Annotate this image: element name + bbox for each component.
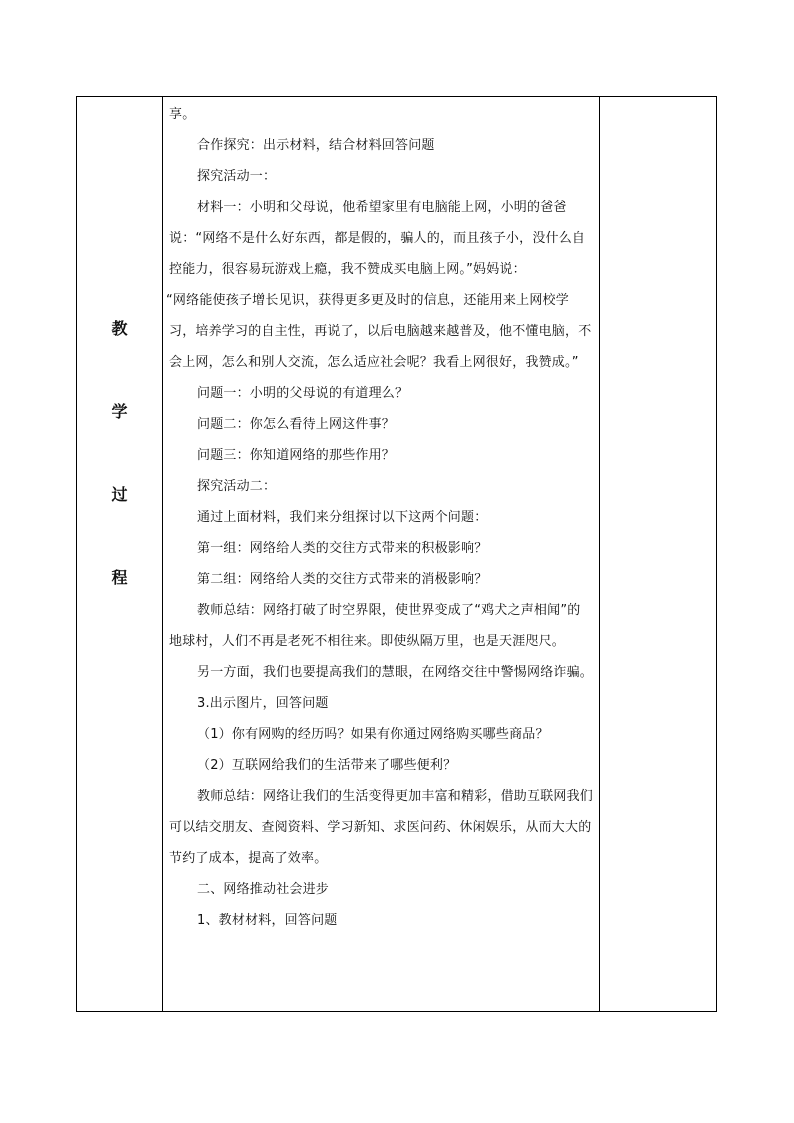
- paragraph: 3.出示图片，回答问题: [197, 696, 329, 711]
- paragraph: 教师总结：网络打破了时空界限，使世界变成了“鸡犬之声相闻”的地球村，人们不再是老死不相往来。即使纵隔万里，也是天涯咫尺。: [169, 603, 581, 649]
- paragraph: 探究活动二：: [197, 479, 277, 494]
- lesson-plan-table: [76, 96, 717, 1012]
- section-label-char: 教: [111, 319, 128, 338]
- paragraph: （2）互联网给我们的生活带来了哪些便利？: [197, 758, 457, 773]
- teaching-process-content: [166, 99, 594, 936]
- paragraph: 第一组：网络给人类的交往方式带来的积极影响？: [197, 541, 488, 556]
- column-divider-left: [162, 97, 163, 1011]
- column-divider-right: [599, 97, 600, 1011]
- paragraph: 问题一：小明的父母说的有道理么？: [197, 386, 409, 401]
- paragraph: 问题三：你知道网络的那些作用？: [197, 448, 396, 463]
- paragraph: “网络能使孩子增长见识，获得更多更及时的信息，还能用来上网校学习，培养学习的自主性，再说了，以后电脑越来越普及，他不懂电脑，不会上网，怎么和别人交流，怎么适应社会呢？我看上网很好，我赞成。”: [166, 293, 592, 370]
- paragraph: 通过上面材料，我们来分组探讨以下这两个问题：: [197, 510, 488, 525]
- section-label-char: 学: [111, 402, 128, 421]
- paragraph: 材料一：小明和父母说，他希望家里有电脑能上网，小明的爸爸说：“网络不是什么好东西，都是假的，骗人的，而且孩子小，没什么自控能力，很容易玩游戏上瘾，我不赞成买电脑上网。”妈妈说：: [169, 200, 586, 277]
- paragraph: 另一方面，我们也要提高我们的慧眼，在网络交往中警惕网络诈骗。: [197, 665, 594, 680]
- paragraph: 享。: [169, 107, 196, 122]
- paragraph: 二、网络推动社会进步: [197, 882, 330, 897]
- paragraph: 1、教材材料，回答问题: [197, 913, 338, 928]
- paragraph: 问题二：你怎么看待上网这件事？: [197, 417, 396, 432]
- section-label-char: 过: [111, 485, 128, 504]
- paragraph: 探究活动一：: [197, 169, 277, 184]
- section-label-char: 程: [111, 568, 128, 587]
- paragraph: 合作探究：出示材料，结合材料回答问题: [197, 138, 435, 153]
- paragraph: （1）你有网购的经历吗？如果有你通过网络购买哪些商品？: [197, 727, 549, 742]
- paragraph: 第二组：网络给人类的交往方式带来的消极影响？: [197, 572, 488, 587]
- paragraph: 教师总结：网络让我们的生活变得更加丰富和精彩，借助互联网我们可以结交朋友、查阅资料、学习新知、求医问药、休闲娱乐，从而大大的节约了成本，提高了效率。: [169, 789, 594, 866]
